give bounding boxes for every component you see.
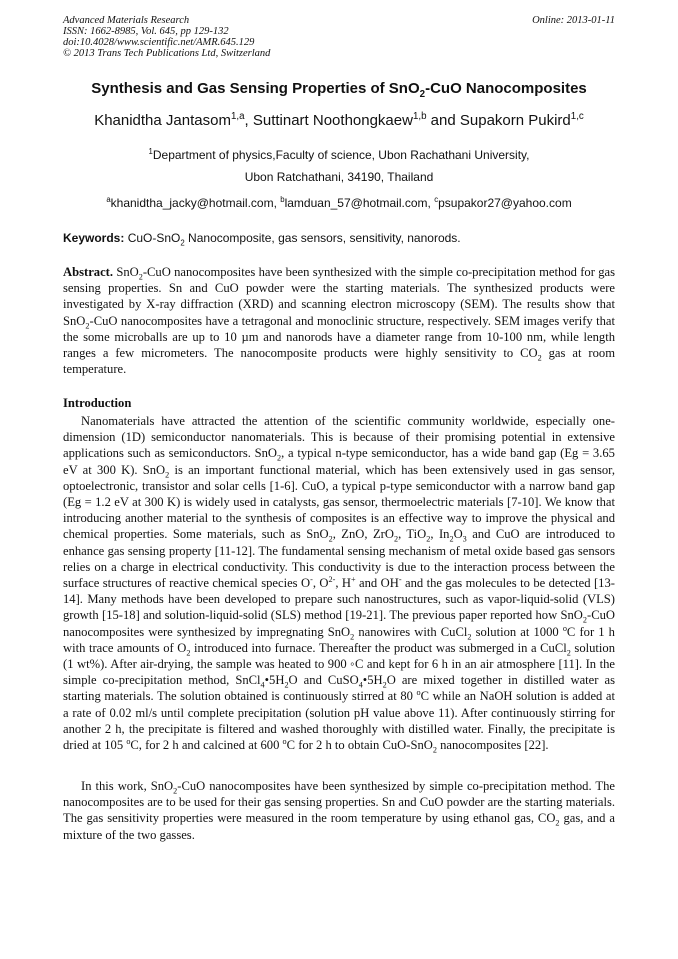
author-emails: $^a$khanidtha_jacky@hotmail.com, $^b$lamduan_57@hotmail.com, $^c$psupakor27@yahoo.com [106,195,572,210]
abstract-label: Abstract. [63,265,114,279]
intro-paragraph-2: In this work, SnO$_2$-CuO nanocomposites have been synthesized by simple co-precipitation method. The nanocomposites are to be used for their gas sensing properties. Sn and CuO powder are the starting materials. The gas sensitivity properties were measured in the room temperature by using ethanol gas, $CO_2$ gas, and a mixture of the two gasses. [63,779,615,842]
section-heading-introduction: Introduction [63,396,132,410]
author-3: and Supakorn Pukird [426,112,571,129]
intro-paragraph-1: Nanomaterials have attracted the attention of the scientific community worldwide, especially one-dimension (1D) semiconductor nanomaterials. This is because of their promising potential in extensive applications such as semiconductors. SnO$_2$, a typical n-type semiconductor, has a wide band gap (Eg = 3.65 eV at 300 K). SnO$_2$ is an important functional material, which has been extensively used in gas sensor, optoelectronic, transistor and solar cells [1-6]. CuO, a typical p-type semiconductor with a narrow band gap (Eg = 1.2 eV at 300 K) is widely used in catalysts, gas sensor, thermoelectric materials [7-10]. We know that introducing another material to the synthesis of composites is an effective way to improve the physical and chemical properties. Some materials, such as SnO$_2$, ZnO, ZrO$_2$, TiO$_2$, $In_2O_3$ and CuO are introduced to enhance gas sensing property [11-12]. The fundamental sensing mechanism of metal oxide based gas sensors relies on a charge in electrical conductivity. This conductivity is due to the interaction process between the surface structures of reactive chemical species O-, $O^{2-}$, H+ and OH- and the gas molecules to be detected [13-14]. Many methods have been developed to prepare such nanostructures, such as vapor-liquid-solid (VLS) growth [15-18] and solution-liquid-solid (SLS) method [19-21]. The previous paper reported how SnO$_2$-CuO nanocomposites were synthesized by impregnating SnO$_2$ nanowires with CuCl$_2$ solution at 1000 $^o$C for 1 h with trace amounts of $O_2$ introduced into furnace. Thereafter the product was submerged in a CuCl$_2$ solution (1 wt%). After air-drying, the sample was heated to 900 ◦C and kept for 6 h in an air atmosphere [11]. In the simple co-precipitation method, $SnCl_4•5H_2O$ and $CuSO_4•5H_2O$ are mixed together in distilled water as starting materials. The solution obtained is continuously stirred at 80 $^o$C while an NaOH solution is added at a rate of 0.02 ml/s until complete precipitation (solution pH value above 11). After continuously stirring for another 2 h, the precipitate is filtered and washed thoroughly with distilled water. Finally, the precipitate is dried at 105 $^o$C, for 2 h and calcined at 600 $^o$C for 2 h to obtain CuO-SnO$_2$ nanocomposites [22]. [63,414,616,755]
email-a: khanidtha_jacky@hotmail.com, [110,196,281,210]
affiliation-line-2: Ubon Ratchathani, 34190, Thailand [244,170,434,184]
copyright-line: © 2013 Trans Tech Publications Ltd, Switzerland [63,48,271,59]
affiliation-line-1: $^1$Department of physics,Faculty of science, Ubon Rachathani University, [148,147,530,162]
author-1: Khanidtha Jantasom [94,112,231,129]
issn-line: ISSN: 1662-8985, Vol. 645, pp 129-132 [63,26,229,37]
author-2: , Suttinart Noothongkaew [244,112,413,129]
abstract-paragraph: Abstract. SnO$_2$-CuO nanocomposites have been synthesized with the simple co-precipitation method for gas sensing properties. Sn and CuO powder were the starting materials. The synthesized products were investigated by X-ray diffraction (XRD) and scanning electron microscopy (SEM). The results show that SnO$_2$-CuO nanocomposites have a tetragonal and monoclinic structure, respectively. SEM images verify that the some microballs are up to 10 µm and nanorods have a diameter range from 10-100 nm, while length ranges a few micrometers. The nanocomposite products were highly sensitivity to $CO_2$ gas at room temperature. [63,265,616,377]
keywords: Keywords: CuO-SnO$_2$ Nanocomposite, gas sensors, sensitivity, nanorods. [63,231,461,248]
author-list: Khanidtha Jantasom$^{1,a}$, Suttinart Noothongkaew$^{1,b}$ and Supakorn Pukird$^{1,c}$ [94,111,584,129]
journal-metadata [63,15,270,59]
doi-line: doi:10.4028/www.scientific.net/AMR.645.129 [63,37,255,48]
online-date: Online: 2013-01-11 [532,15,615,26]
journal-name: Advanced Materials Research [63,15,190,26]
keywords-label: Keywords: [63,231,125,245]
email-b: lamduan_57@hotmail.com, [284,196,435,210]
email-c: psupakor27@yahoo.com [438,196,572,210]
paper-title: Synthesis and Gas Sensing Properties of SnO$_2$-CuO Nanocomposites [91,80,587,100]
